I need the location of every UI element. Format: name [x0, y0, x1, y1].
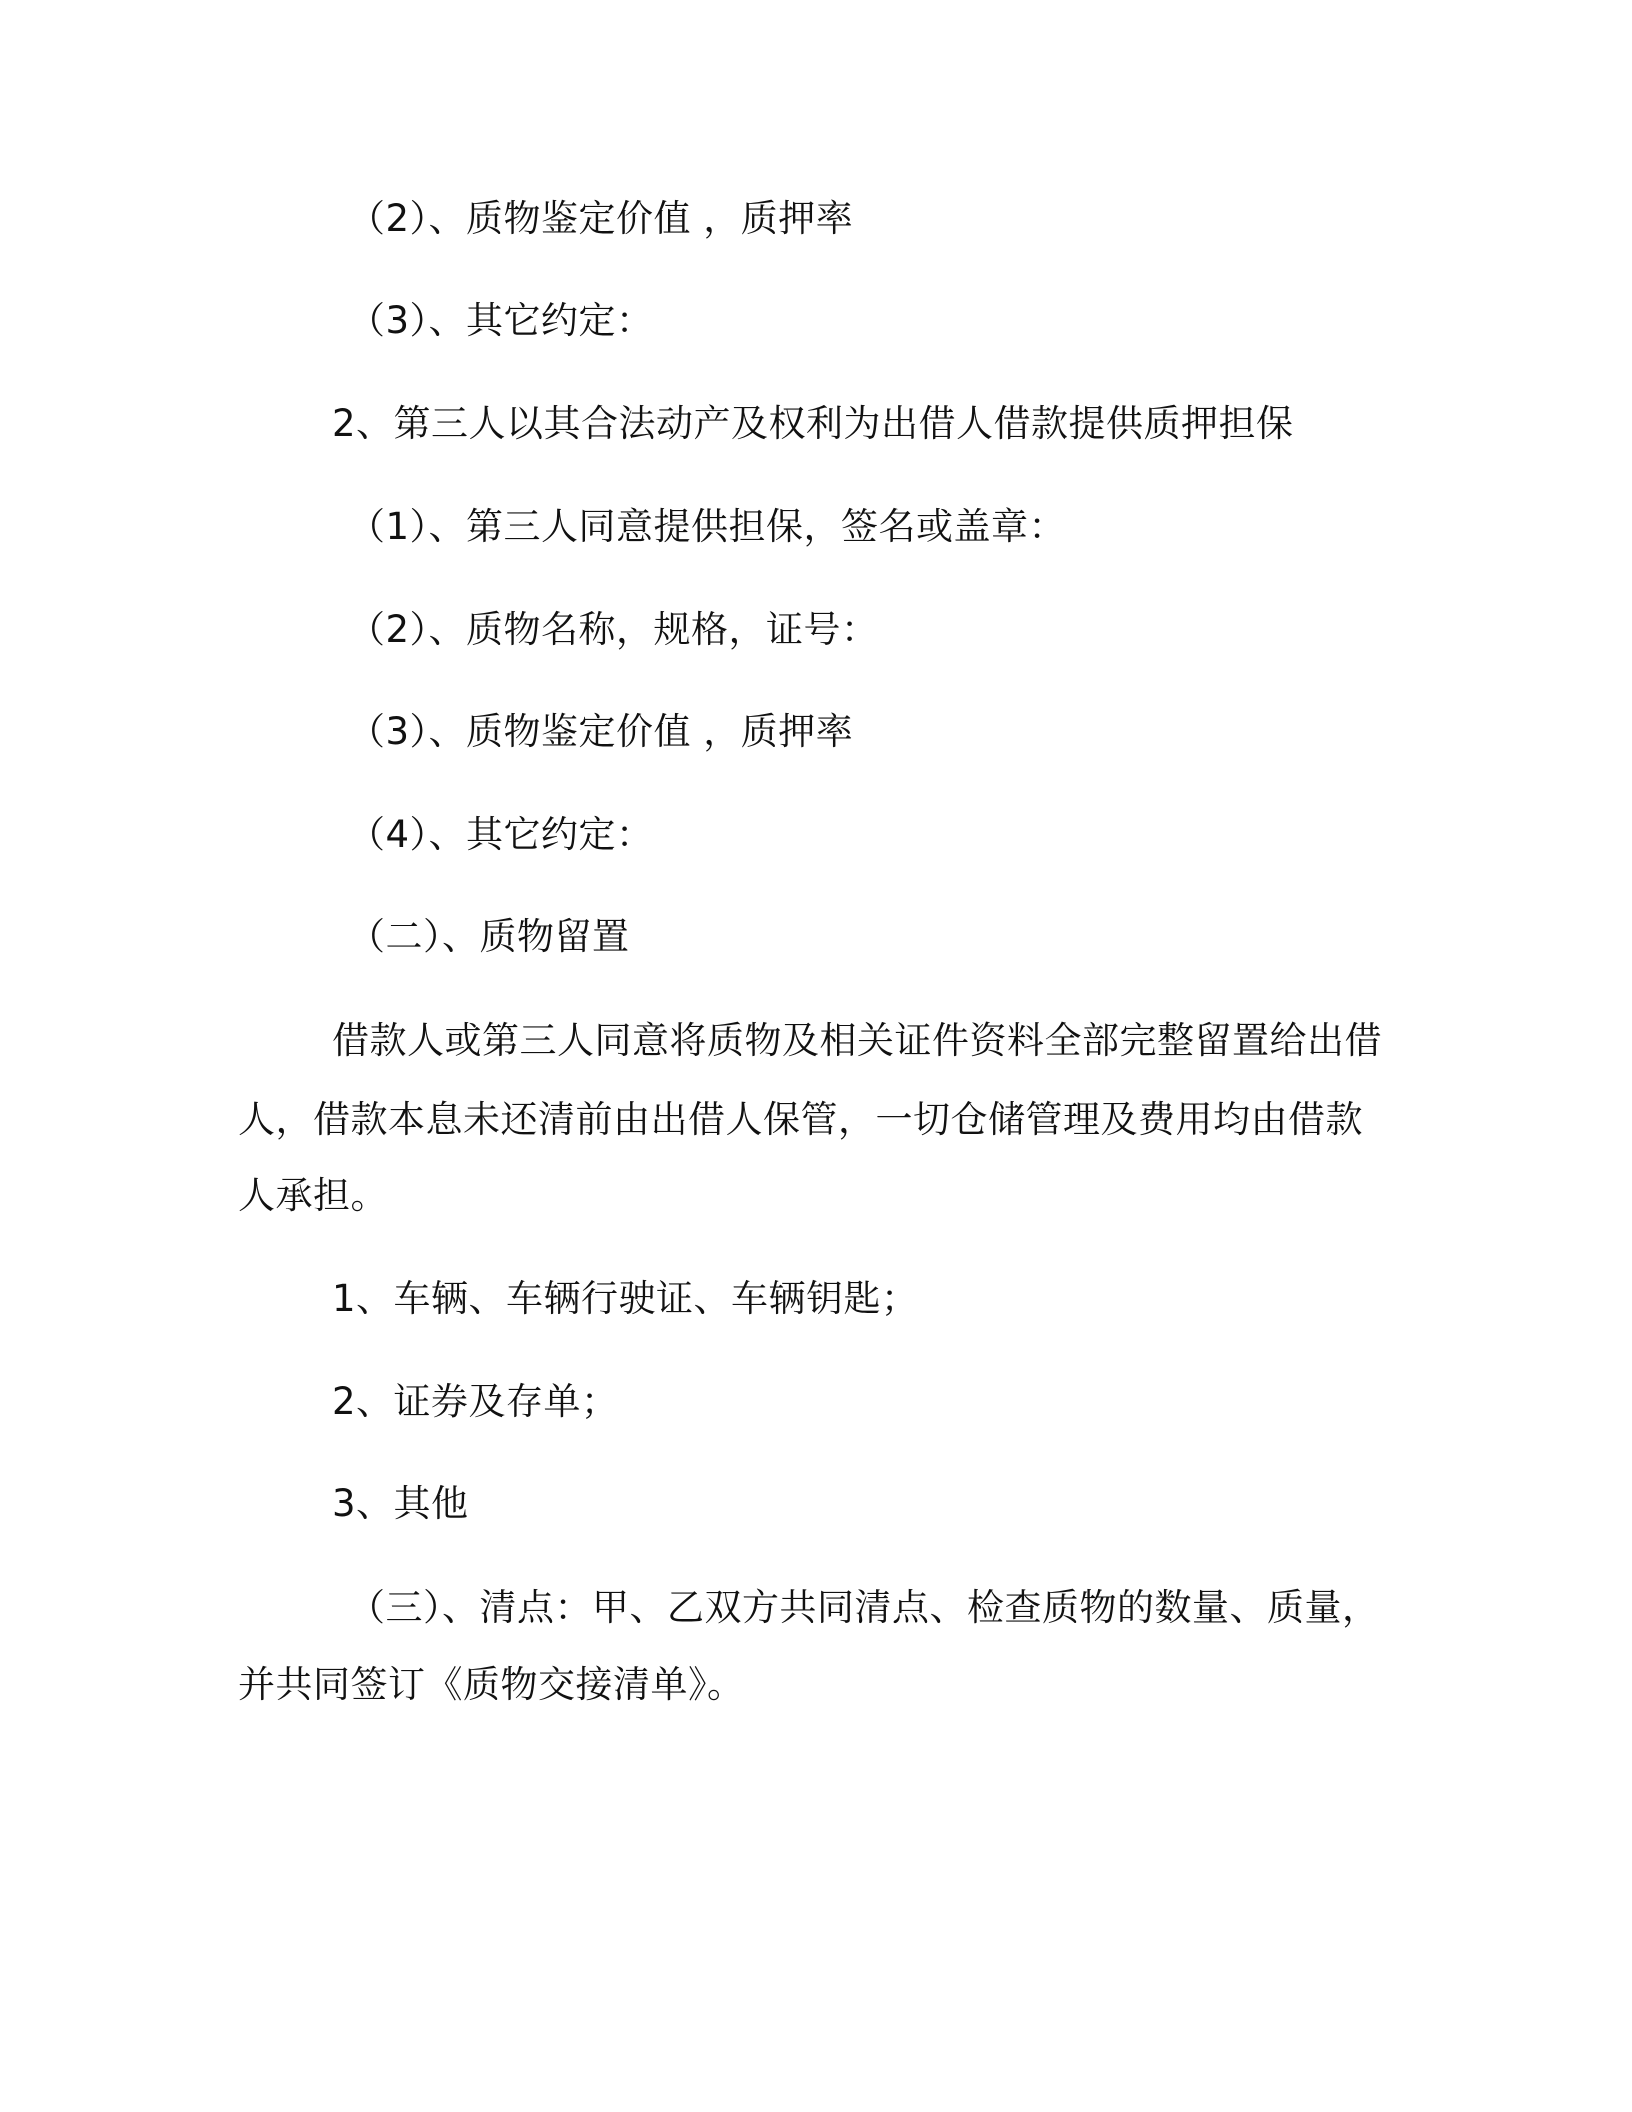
paragraph-retention-line-2: 人，借款本息未还清前由出借人保管，一切仓储管理及费用均由借款 [238, 1098, 1363, 1141]
list-item-other: 3、其他 [332, 1482, 469, 1525]
item-appraised-value: （2）、质物鉴定价值 ，质押率 [348, 197, 854, 240]
list-item-vehicle: 1、车辆、车辆行驶证、车辆钥匙； [332, 1277, 919, 1320]
item-other-terms: （3）、其它约定： [348, 299, 654, 342]
heading-pledge-retention: （二）、质物留置 [348, 915, 630, 958]
list-item-securities: 2、证券及存单； [332, 1380, 619, 1423]
paragraph-inventory-line-1: （三）、清点：甲、乙双方共同清点、检查质物的数量、质量， [348, 1586, 1380, 1629]
paragraph-retention-line-3: 人承担。 [238, 1174, 388, 1217]
item-third-party-signature: （1）、第三人同意提供担保，签名或盖章： [348, 505, 1067, 548]
paragraph-inventory-line-2: 并共同签订《质物交接清单》。 [238, 1663, 745, 1706]
item-pledge-name-spec: （2）、质物名称，规格，证号： [348, 608, 879, 651]
item-other-terms-2: （4）、其它约定： [348, 813, 654, 856]
paragraph-retention-line-1: 借款人或第三人同意将质物及相关证件资料全部完整留置给出借 [332, 1019, 1382, 1062]
section-third-party-pledge: 2、第三人以其合法动产及权利为出借人借款提供质押担保 [332, 402, 1294, 445]
item-appraised-value-2: （3）、质物鉴定价值 ，质押率 [348, 710, 854, 753]
